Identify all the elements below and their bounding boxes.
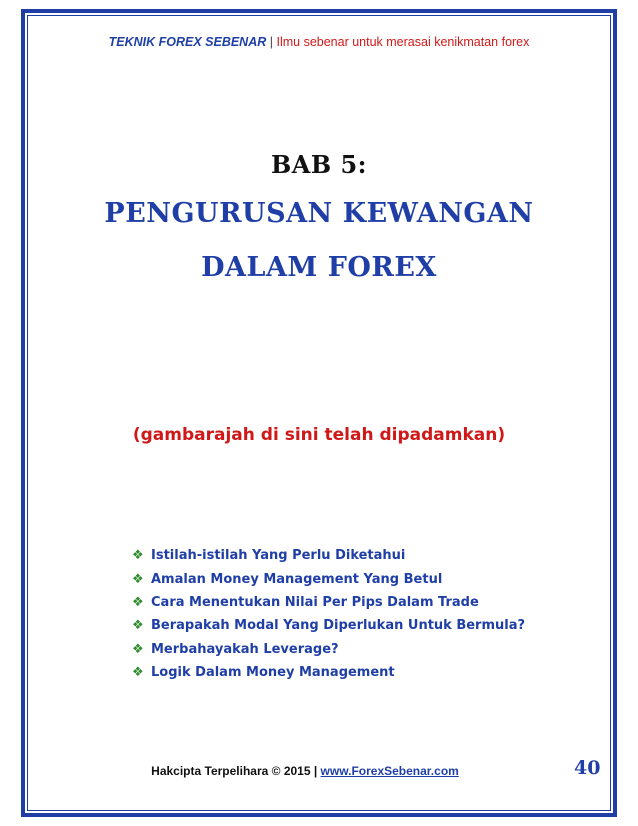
diamond-bullet-icon: ❖ bbox=[132, 665, 144, 681]
diamond-bullet-icon: ❖ bbox=[132, 594, 144, 610]
chapter-title-line1: PENGURUSAN KEWANGAN bbox=[104, 198, 534, 229]
header-tagline: Ilmu sebenar untuk merasai kenikmatan forex bbox=[276, 35, 530, 49]
list-item bbox=[132, 544, 525, 567]
header-brand: TEKNIK FOREX SEBENAR bbox=[108, 35, 267, 49]
diamond-bullet-icon: ❖ bbox=[132, 571, 144, 587]
topic-text: Cara Menentukan Nilai Per Pips Dalam Trade bbox=[151, 594, 479, 610]
list-item bbox=[132, 614, 525, 637]
footer-copyright: Hakcipta Terpelihara © 2015 | bbox=[151, 764, 321, 778]
redacted-figure-note: (gambarajah di sini telah dipadamkan) bbox=[132, 425, 506, 445]
page-number: 40 bbox=[574, 757, 601, 779]
diamond-bullet-icon: ❖ bbox=[132, 548, 144, 564]
list-item bbox=[132, 591, 525, 614]
topic-text: Logik Dalam Money Management bbox=[151, 665, 395, 681]
chapter-label: BAB 5: bbox=[270, 150, 368, 179]
header-separator: | bbox=[269, 35, 273, 49]
topic-text: Istilah-istilah Yang Perlu Diketahui bbox=[151, 548, 406, 564]
footer-website-link[interactable]: www.ForexSebenar.com bbox=[320, 764, 459, 778]
diamond-bullet-icon: ❖ bbox=[132, 618, 144, 634]
list-item bbox=[132, 567, 525, 590]
diamond-bullet-icon: ❖ bbox=[132, 641, 144, 657]
list-item bbox=[132, 661, 525, 684]
chapter-title-line2: DALAM FOREX bbox=[201, 252, 437, 283]
page-footer bbox=[0, 764, 610, 778]
topic-list bbox=[132, 544, 525, 684]
topic-text: Amalan Money Management Yang Betul bbox=[151, 571, 443, 587]
page-border-inner bbox=[27, 15, 611, 811]
list-item bbox=[132, 638, 525, 661]
topic-text: Merbahayakah Leverage? bbox=[151, 641, 339, 657]
topic-text: Berapakah Modal Yang Diperlukan Untuk Bermula? bbox=[151, 618, 526, 634]
running-header bbox=[0, 35, 638, 49]
